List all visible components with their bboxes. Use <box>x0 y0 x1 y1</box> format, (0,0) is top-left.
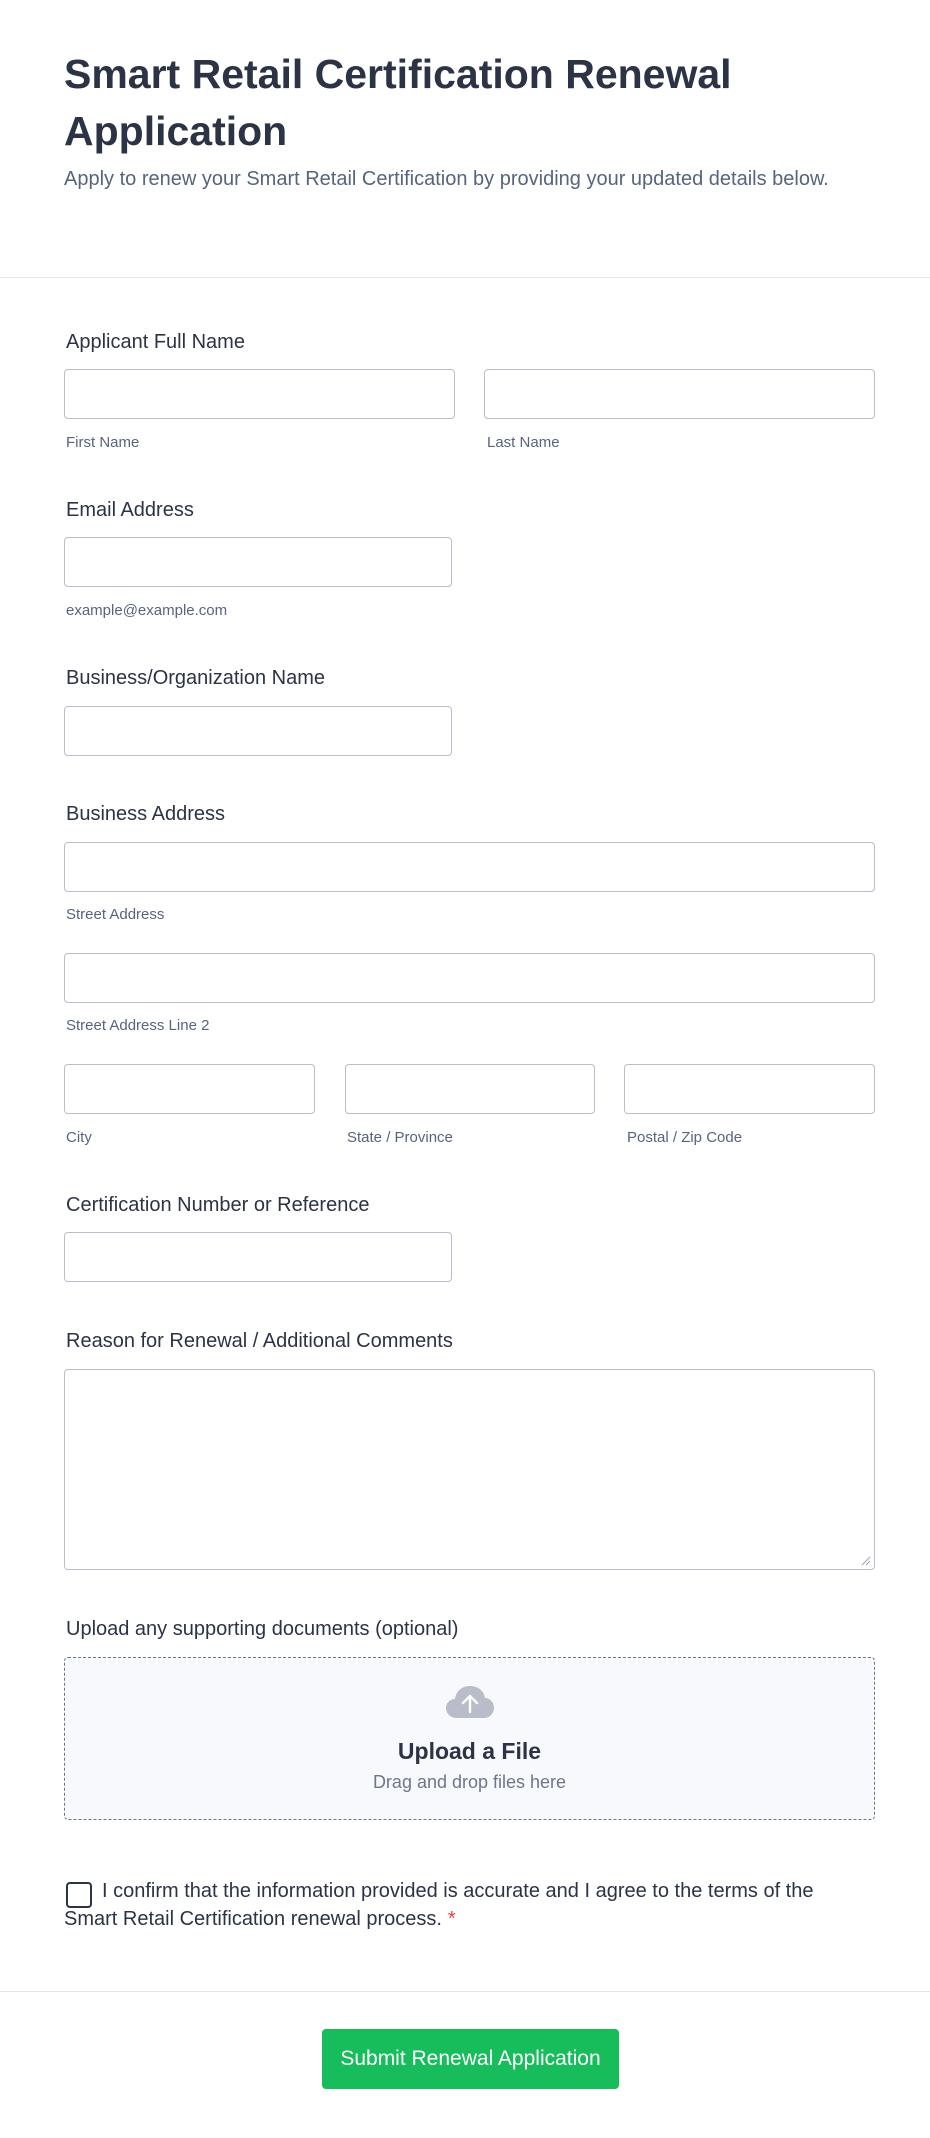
submit-button[interactable]: Submit Renewal Application <box>322 2029 619 2089</box>
certification-number-input[interactable] <box>64 1232 452 1282</box>
first-name-sublabel: First Name <box>66 434 140 451</box>
business-address-label: Business Address <box>66 803 225 825</box>
email-sublabel: example@example.com <box>66 602 228 619</box>
street-address-line2-sublabel: Street Address Line 2 <box>66 1017 210 1034</box>
full-name-label: Applicant Full Name <box>66 331 245 353</box>
email-input[interactable] <box>64 537 452 587</box>
cloud-upload-icon <box>445 1684 495 1720</box>
postal-code-input[interactable] <box>624 1064 875 1114</box>
state-sublabel: State / Province <box>347 1129 453 1146</box>
upload-label: Upload any supporting documents (optional) <box>66 1618 459 1640</box>
business-name-input[interactable] <box>64 706 452 756</box>
street-address-line2-input[interactable] <box>64 953 875 1003</box>
city-input[interactable] <box>64 1064 315 1114</box>
state-input[interactable] <box>345 1064 595 1114</box>
upload-title: Upload a File <box>397 1738 542 1764</box>
page-title: Smart Retail Certification Renewal Application <box>64 51 732 154</box>
file-upload-dropzone[interactable] <box>64 1657 875 1820</box>
form-header <box>0 0 930 278</box>
email-label: Email Address <box>66 499 194 521</box>
comments-label: Reason for Renewal / Additional Comments <box>66 1330 453 1352</box>
consent-text: I confirm that the information provided is accurate and I agree to the terms of the Smart Retail Certification renewal process. <box>64 1880 814 1930</box>
page-subtitle: Apply to renew your Smart Retail Certification by providing your updated details below. <box>64 168 829 190</box>
city-sublabel: City <box>66 1129 92 1146</box>
street-address-input[interactable] <box>64 842 875 892</box>
street-address-sublabel: Street Address <box>66 906 165 923</box>
last-name-input[interactable] <box>484 369 875 419</box>
last-name-sublabel: Last Name <box>487 434 560 451</box>
first-name-input[interactable] <box>64 369 455 419</box>
footer-divider <box>0 1991 930 1992</box>
certification-number-label: Certification Number or Reference <box>66 1194 370 1216</box>
business-name-label: Business/Organization Name <box>66 667 326 689</box>
comments-textarea[interactable] <box>64 1369 875 1570</box>
consent-label <box>64 1877 824 1933</box>
postal-code-sublabel: Postal / Zip Code <box>627 1129 743 1146</box>
required-asterisk: * <box>447 1908 456 1930</box>
upload-subtitle: Drag and drop files here <box>372 1772 567 1792</box>
resize-grip-icon[interactable] <box>861 1556 871 1566</box>
